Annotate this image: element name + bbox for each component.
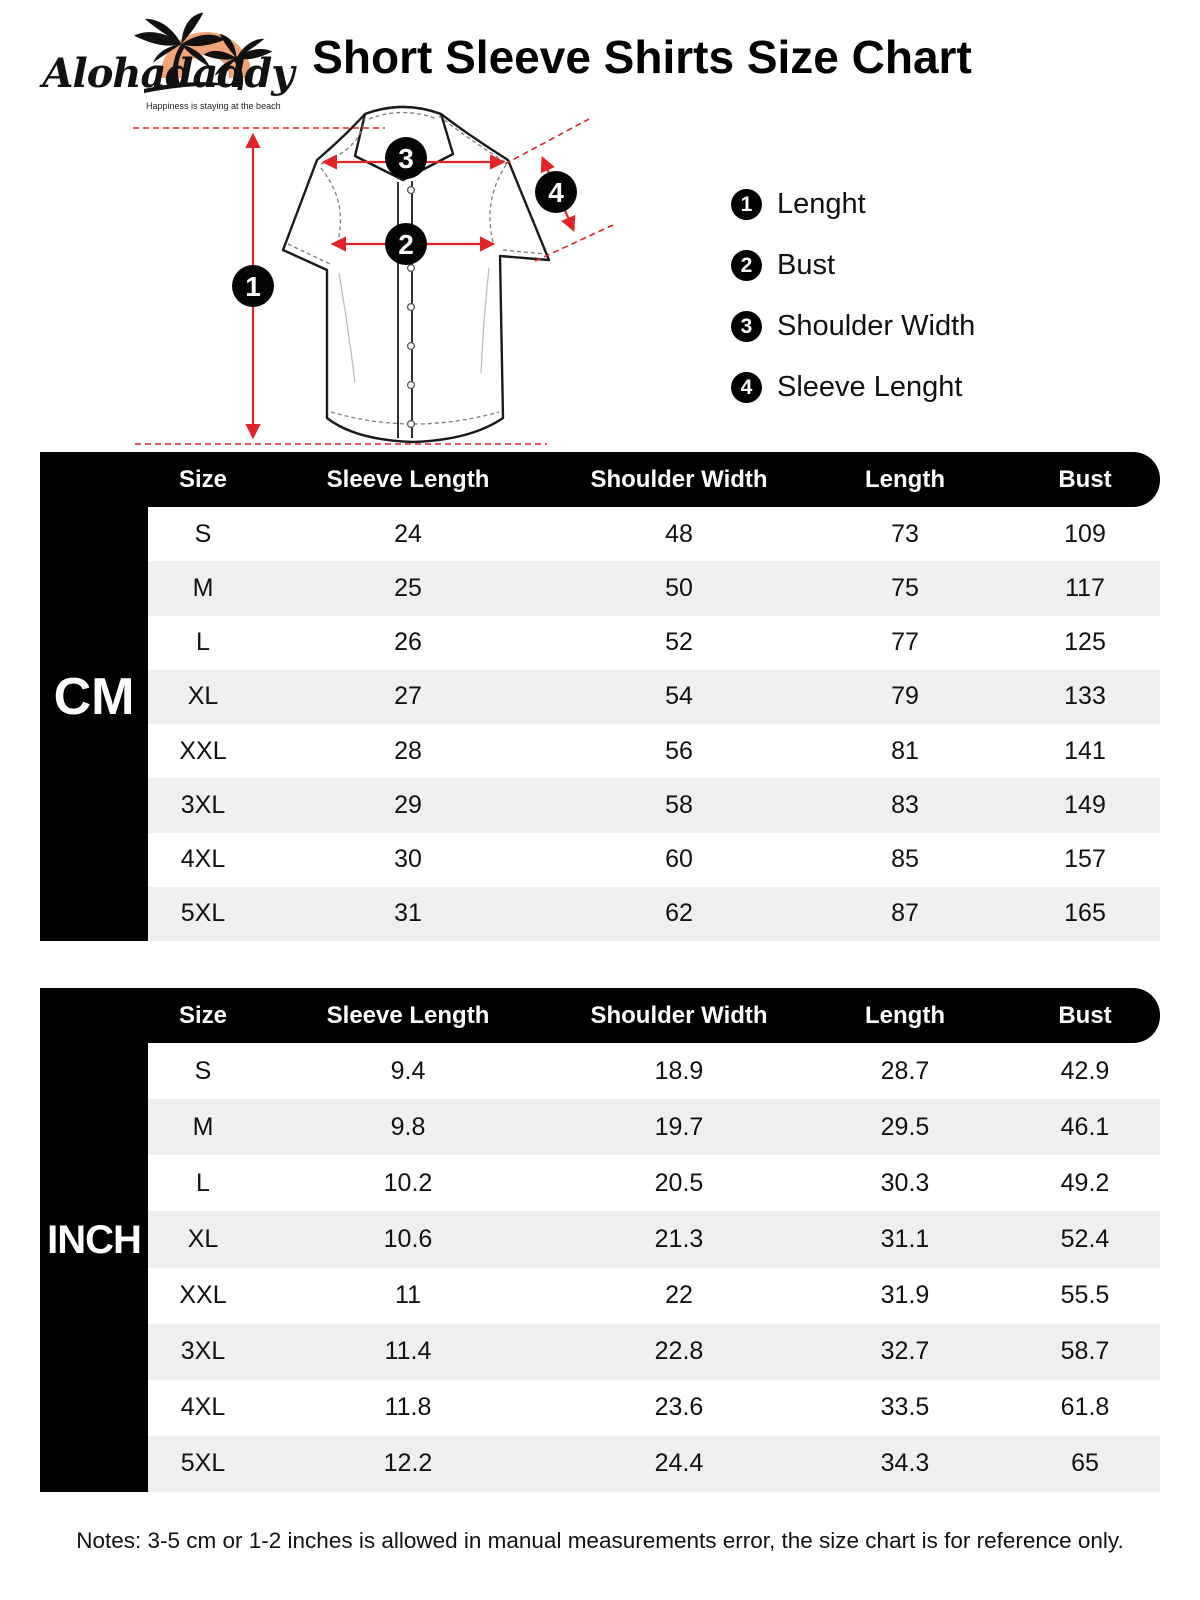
- table-cell: 19.7: [654, 1112, 704, 1141]
- table-cell: 42.9: [1060, 1056, 1110, 1085]
- table-cell: 24.4: [654, 1449, 704, 1478]
- table-cell: 10.6: [383, 1224, 433, 1253]
- column-header: Shoulder Width: [590, 465, 768, 493]
- table-cell: 79: [891, 682, 919, 711]
- table-cell: 31.9: [880, 1281, 930, 1310]
- page-title: Short Sleeve Shirts Size Chart: [312, 31, 972, 83]
- table-cell: 5XL: [180, 1449, 226, 1478]
- column-header: Sleeve Length: [326, 1001, 490, 1029]
- legend-label: Shoulder Width: [777, 310, 976, 342]
- table-cell: 23.6: [654, 1393, 704, 1422]
- legend-badge-1: 1: [731, 189, 762, 220]
- size-table-inch: [40, 988, 1160, 1492]
- table-cell: 4XL: [180, 1393, 226, 1422]
- column-header: Length: [865, 465, 945, 493]
- table-cell: 31.1: [880, 1224, 930, 1253]
- marker-1: 1: [245, 271, 261, 302]
- column-header: Size: [178, 465, 228, 493]
- table-row: [148, 670, 1160, 724]
- table-cell: 18.9: [654, 1056, 704, 1085]
- table-row: [148, 561, 1160, 615]
- table-row: [148, 778, 1160, 832]
- table-cell: 55.5: [1060, 1281, 1110, 1310]
- brand-tagline: Happiness is staying at the beach: [146, 101, 281, 111]
- table-cell: 32.7: [880, 1337, 930, 1366]
- table-cell: 56: [665, 736, 693, 765]
- table-cell: 62: [665, 899, 693, 928]
- table-cell: 77: [891, 628, 919, 657]
- table-header-row: [40, 988, 1160, 1043]
- table-row: [148, 1380, 1160, 1436]
- table-row: [148, 833, 1160, 887]
- legend-label: Sleeve Lenght: [777, 371, 963, 403]
- table-cell: 3XL: [180, 1337, 226, 1366]
- table-cell: 52.4: [1060, 1224, 1110, 1253]
- table-cell: 109: [1064, 519, 1106, 548]
- table-cell: 30.3: [880, 1168, 930, 1197]
- table-row: [148, 1211, 1160, 1267]
- table-cell: 141: [1064, 736, 1106, 765]
- column-header: Size: [178, 1001, 228, 1029]
- table-row: [148, 507, 1160, 561]
- table-cell: 60: [665, 845, 693, 874]
- table-cell: S: [194, 519, 212, 548]
- table-body: [148, 507, 1160, 941]
- table-cell: M: [192, 573, 214, 602]
- table-cell: 22.8: [654, 1337, 704, 1366]
- table-row: [148, 616, 1160, 670]
- table-cell: XL: [187, 682, 219, 711]
- table-row: [148, 1268, 1160, 1324]
- table-cell: 49.2: [1060, 1168, 1110, 1197]
- legend-item-shoulder-width: [731, 296, 975, 357]
- table-cell: 61.8: [1060, 1393, 1110, 1422]
- table-cell: 83: [891, 790, 919, 819]
- table-cell: M: [192, 1112, 214, 1141]
- table-cell: 11.4: [384, 1337, 432, 1366]
- legend-badge-3: 3: [731, 311, 762, 342]
- table-cell: S: [194, 1056, 212, 1085]
- table-cell: 11: [395, 1281, 421, 1310]
- size-table-cm: [40, 452, 1160, 941]
- legend-badge-4: 4: [731, 372, 762, 403]
- table-cell: 52: [665, 628, 693, 657]
- marker-3: 3: [398, 143, 414, 174]
- table-cell: 12.2: [383, 1449, 433, 1478]
- table-cell: XXL: [179, 736, 227, 765]
- table-cell: XXL: [179, 1281, 227, 1310]
- table-cell: 5XL: [180, 899, 226, 928]
- table-cell: 50: [665, 573, 693, 602]
- table-row: [148, 1099, 1160, 1155]
- table-cell: 125: [1064, 628, 1106, 657]
- table-cell: 29: [394, 790, 422, 819]
- table-cell: 21.3: [654, 1224, 704, 1253]
- table-cell: 25: [394, 573, 422, 602]
- marker-4: 4: [548, 177, 564, 208]
- table-cell: 73: [891, 519, 919, 548]
- table-body: [148, 1043, 1160, 1492]
- column-header: Shoulder Width: [590, 1001, 768, 1029]
- table-cell: 65: [1071, 1449, 1099, 1478]
- legend-item-bust: [731, 235, 975, 296]
- shirt-measurement-diagram: [115, 88, 635, 456]
- table-cell: 9.4: [390, 1056, 426, 1085]
- table-cell: 28.7: [880, 1056, 930, 1085]
- brand-name: Alohadaddy: [42, 50, 294, 97]
- table-cell: 24: [394, 519, 422, 548]
- table-row: [148, 1324, 1160, 1380]
- table-cell: 75: [891, 573, 919, 602]
- column-header: Sleeve Length: [326, 465, 490, 493]
- table-row: [148, 724, 1160, 778]
- table-cell: 48: [665, 519, 693, 548]
- marker-2: 2: [398, 229, 414, 260]
- table-cell: 31: [394, 899, 422, 928]
- table-cell: 27: [394, 682, 422, 711]
- table-cell: 22: [665, 1281, 693, 1310]
- table-cell: 33.5: [880, 1393, 930, 1422]
- table-cell: 11.8: [384, 1393, 432, 1422]
- table-header-row: [40, 452, 1160, 507]
- table-row: [148, 1155, 1160, 1211]
- table-cell: 28: [394, 736, 422, 765]
- table-cell: 87: [891, 899, 919, 928]
- table-cell: 81: [891, 736, 919, 765]
- notes-text: Notes: 3-5 cm or 1-2 inches is allowed in manual measurements error, the size chart is for reference only.: [76, 1528, 1124, 1553]
- unit-label-inch: INCH: [40, 988, 148, 1492]
- table-cell: XL: [187, 1224, 219, 1253]
- table-cell: 4XL: [180, 845, 226, 874]
- table-cell: 157: [1064, 845, 1106, 874]
- legend-item-length: [731, 174, 975, 235]
- table-cell: 3XL: [180, 790, 226, 819]
- table-cell: 85: [891, 845, 919, 874]
- table-cell: 117: [1065, 573, 1105, 602]
- legend-label: Lenght: [777, 188, 866, 220]
- measurement-legend: [731, 174, 975, 418]
- table-cell: 149: [1064, 790, 1106, 819]
- table-cell: L: [196, 628, 210, 657]
- table-cell: 165: [1064, 899, 1106, 928]
- table-cell: 20.5: [654, 1168, 704, 1197]
- table-cell: L: [196, 1168, 210, 1197]
- table-cell: 133: [1064, 682, 1106, 711]
- table-row: [148, 1436, 1160, 1492]
- table-cell: 58.7: [1060, 1337, 1110, 1366]
- table-cell: 9.8: [390, 1112, 426, 1141]
- column-header: Length: [865, 1001, 945, 1029]
- table-row: [148, 887, 1160, 941]
- column-header: Bust: [1058, 465, 1112, 493]
- table-cell: 54: [665, 682, 693, 711]
- column-header: Bust: [1058, 1001, 1112, 1029]
- unit-label-cm: CM: [40, 452, 148, 941]
- table-cell: 58: [665, 790, 693, 819]
- table-row: [148, 1043, 1160, 1099]
- table-cell: 29.5: [880, 1112, 930, 1141]
- legend-badge-2: 2: [731, 250, 762, 281]
- table-cell: 46.1: [1060, 1112, 1110, 1141]
- legend-item-sleeve-length: [731, 357, 975, 418]
- table-cell: 10.2: [383, 1168, 433, 1197]
- legend-label: Bust: [777, 249, 836, 281]
- table-cell: 34.3: [880, 1449, 930, 1478]
- table-cell: 30: [394, 845, 422, 874]
- table-cell: 26: [394, 628, 422, 657]
